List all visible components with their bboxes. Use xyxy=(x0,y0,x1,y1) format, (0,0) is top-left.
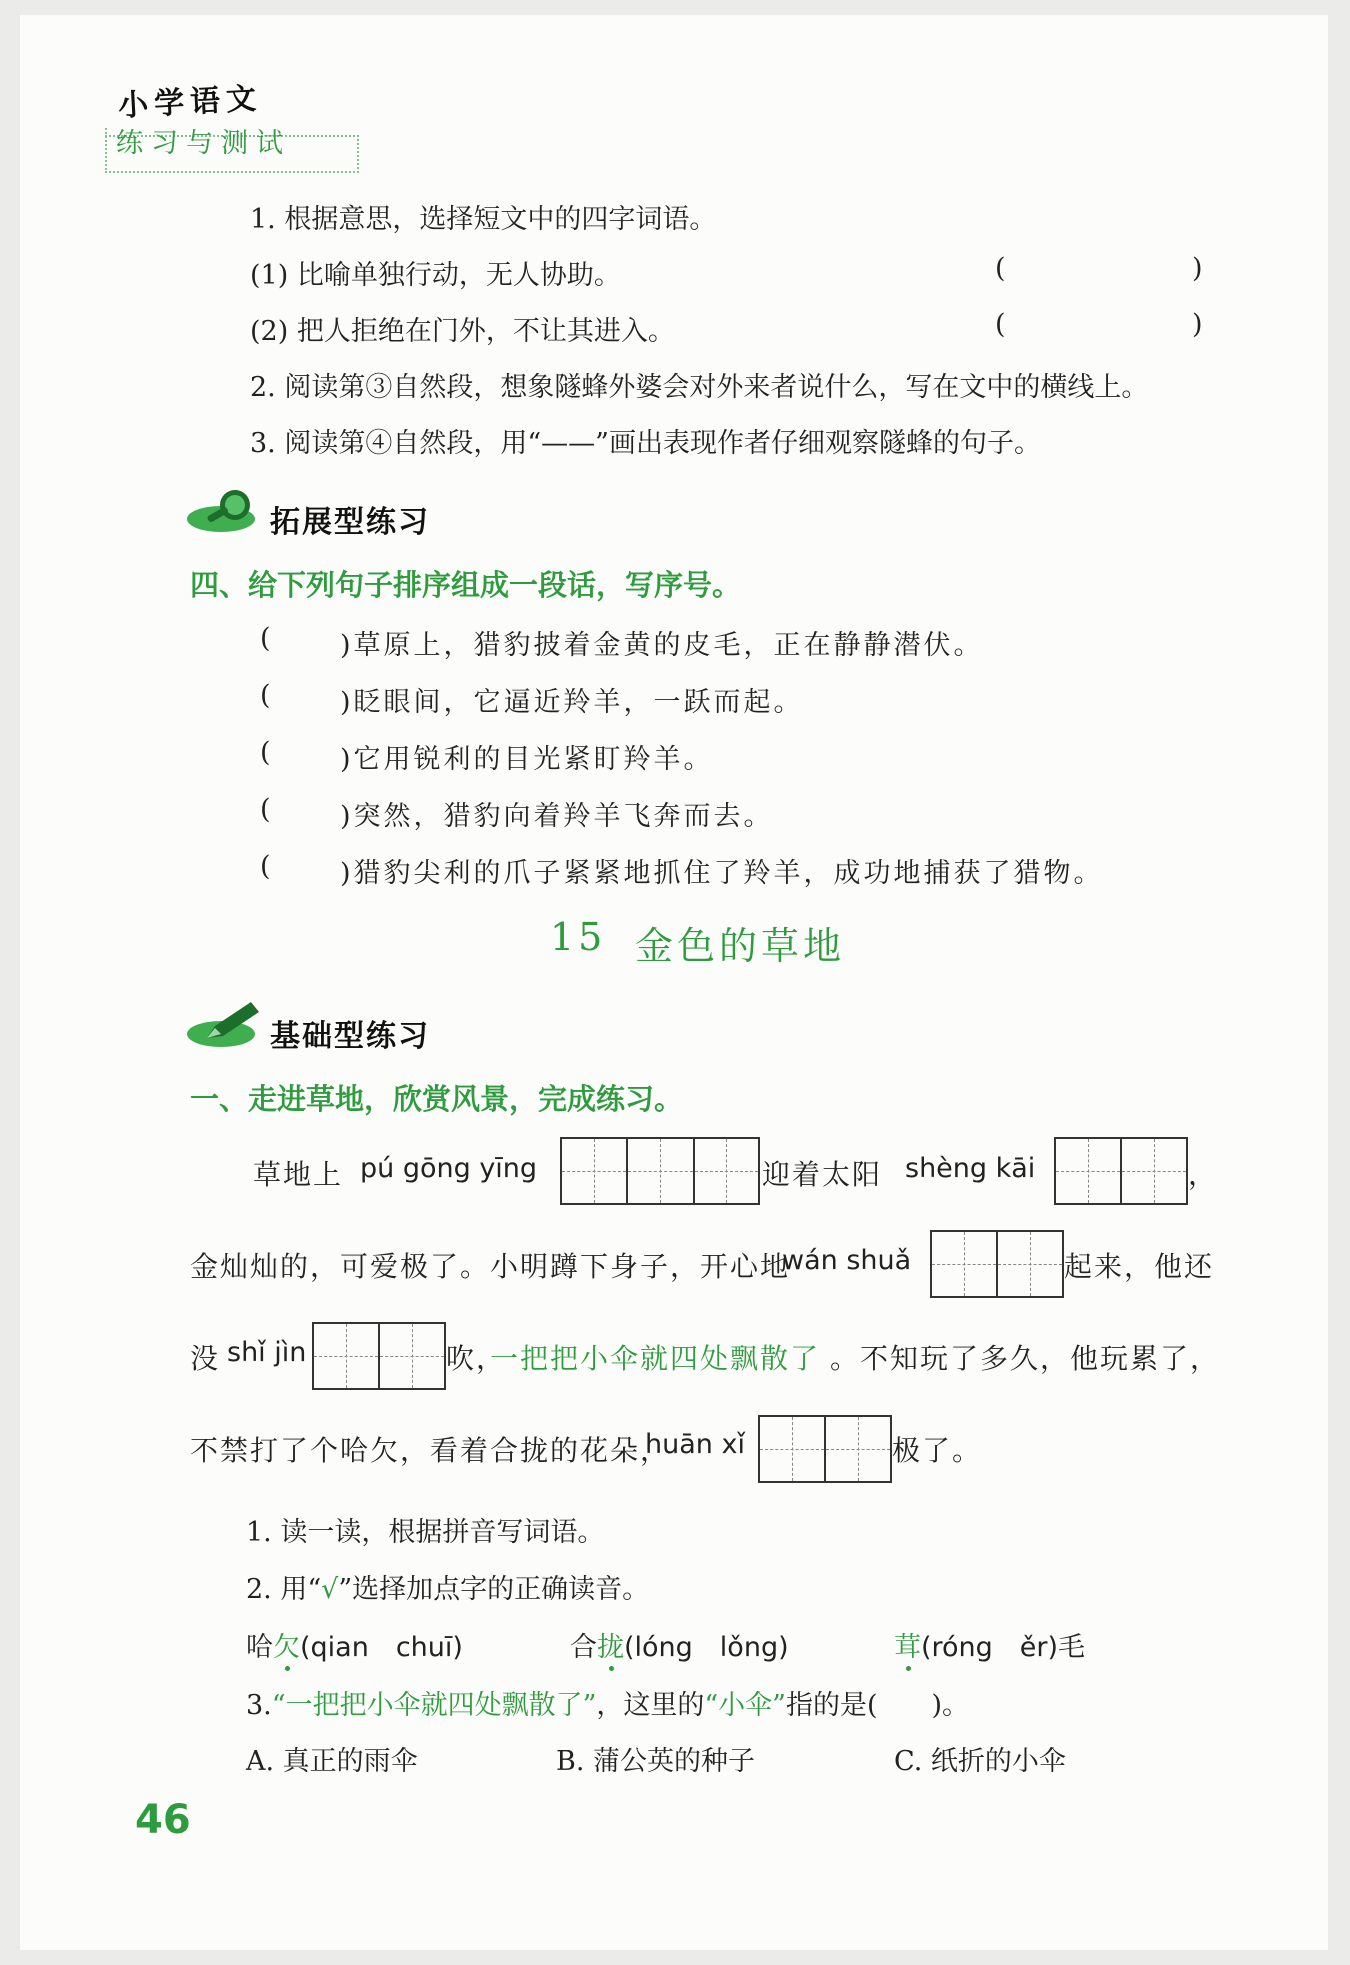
writing-grid[interactable] xyxy=(758,1415,892,1483)
lesson-number: 15 xyxy=(550,915,607,959)
sentence-bracket: ( xyxy=(260,737,274,768)
question-3: 3. 阅读第④自然段，用“——”画出表现作者仔细观察隧蜂的句子。 xyxy=(250,428,1041,459)
paragraph-text: 不禁打了个哈欠，看着合拢的花朵， xyxy=(190,1434,671,1467)
writing-grid[interactable] xyxy=(1054,1137,1188,1205)
check-mark: √ xyxy=(321,1574,339,1605)
paragraph-text: 极了。 xyxy=(892,1434,983,1467)
writing-grid[interactable] xyxy=(312,1322,446,1390)
paragraph-text: 吹， xyxy=(446,1342,507,1375)
paragraph-text: 迎着太阳 xyxy=(762,1158,883,1191)
sentence-bracket: ( xyxy=(260,680,274,711)
paragraph-text: ， xyxy=(1188,1158,1219,1191)
paragraph-text: 金灿灿的，可爱极了。小明蹲下身子，开心地 xyxy=(190,1250,791,1283)
sentence-bracket: ( xyxy=(260,851,274,882)
answer-bracket-close: ) xyxy=(1192,309,1203,340)
paragraph-text: 草地上 xyxy=(253,1158,344,1191)
option-b[interactable]: B. 蒲公英的种子 xyxy=(556,1746,756,1777)
sentence-item: )猎豹尖利的爪子紧紧地抓住了羚羊，成功地捕获了猎物。 xyxy=(340,858,1104,889)
sentence-bracket: ( xyxy=(260,794,274,825)
section-heading-4: 四、给下列句子排序组成一段话，写序号。 xyxy=(190,568,742,602)
pinyin-prompt: shǐ jìn xyxy=(227,1337,307,1368)
book-subtitle: 练习与测试 xyxy=(116,128,291,159)
dotted-character: 茸 xyxy=(894,1632,921,1663)
answer-bracket-open: ( xyxy=(995,309,1006,340)
magnifier-icon xyxy=(185,485,275,535)
writing-grid[interactable] xyxy=(930,1230,1064,1298)
reading-choice-3: 茸(róng ěr)毛 xyxy=(894,1632,1086,1663)
pencil-icon xyxy=(185,1000,275,1050)
sentence-item: )草原上，猎豹披着金黄的皮毛，正在静静潜伏。 xyxy=(340,630,984,661)
sub-question-3: 3.“一把把小伞就四处飘散了”，这里的“小伞”指的是( )。 xyxy=(246,1690,970,1721)
lesson-title: 金色的草地 xyxy=(635,924,846,968)
highlighted-sentence: 一把把小伞就四处飘散了 xyxy=(490,1342,821,1375)
sentence-item: )它用锐利的目光紧盯羚羊。 xyxy=(340,744,714,775)
question-1: 1. 根据意思，选择短文中的四字词语。 xyxy=(250,204,717,235)
page-number: 46 xyxy=(135,1797,191,1843)
sub-question-2: 2. 用“√”选择加点字的正确读音。 xyxy=(246,1574,650,1605)
paragraph-text: 起来，他还 xyxy=(1064,1250,1215,1283)
paragraph-text: 没 xyxy=(190,1342,221,1375)
writing-grid[interactable] xyxy=(560,1137,760,1205)
sentence-bracket: ( xyxy=(260,623,274,654)
section-title-basic: 基础型练习 xyxy=(270,1019,430,1054)
pinyin-prompt: shèng kāi xyxy=(905,1153,1036,1184)
dotted-character: 欠 xyxy=(273,1632,300,1663)
sentence-item: )眨眼间，它逼近羚羊，一跃而起。 xyxy=(340,687,804,718)
reading-choice-2: 合拢(lóng lǒng) xyxy=(570,1632,789,1663)
question-2: 2. 阅读第③自然段，想象隧蜂外婆会对外来者说什么，写在文中的横线上。 xyxy=(250,372,1149,403)
dotted-character: 拢 xyxy=(597,1632,624,1663)
section-title-extend: 拓展型练习 xyxy=(270,505,430,540)
option-c[interactable]: C. 纸折的小伞 xyxy=(894,1746,1066,1777)
section-heading-1: 一、走进草地，欣赏风景，完成练习。 xyxy=(190,1082,684,1116)
paragraph-text: 。不知玩了多久，他玩累了， xyxy=(830,1342,1221,1375)
workbook-page xyxy=(20,15,1328,1950)
question-1-1: (1) 比喻单独行动，无人协助。 xyxy=(250,260,621,291)
pinyin-prompt: huān xǐ xyxy=(645,1429,745,1460)
sentence-item: )突然，猎豹向着羚羊飞奔而去。 xyxy=(340,801,774,832)
answer-bracket-open: ( xyxy=(995,253,1006,284)
pinyin-prompt: pú gōng yīng xyxy=(360,1153,538,1184)
sub-question-1: 1. 读一读，根据拼音写词语。 xyxy=(246,1517,605,1548)
option-a[interactable]: A. 真正的雨伞 xyxy=(246,1746,418,1777)
pinyin-prompt: wán shuǎ xyxy=(782,1245,912,1276)
reading-choice-1: 哈欠(qian chuī) xyxy=(246,1632,463,1663)
question-1-2: (2) 把人拒绝在门外，不让其进入。 xyxy=(250,316,675,347)
book-title: 小学语文 xyxy=(117,81,264,124)
answer-bracket-close: ) xyxy=(1192,253,1203,284)
